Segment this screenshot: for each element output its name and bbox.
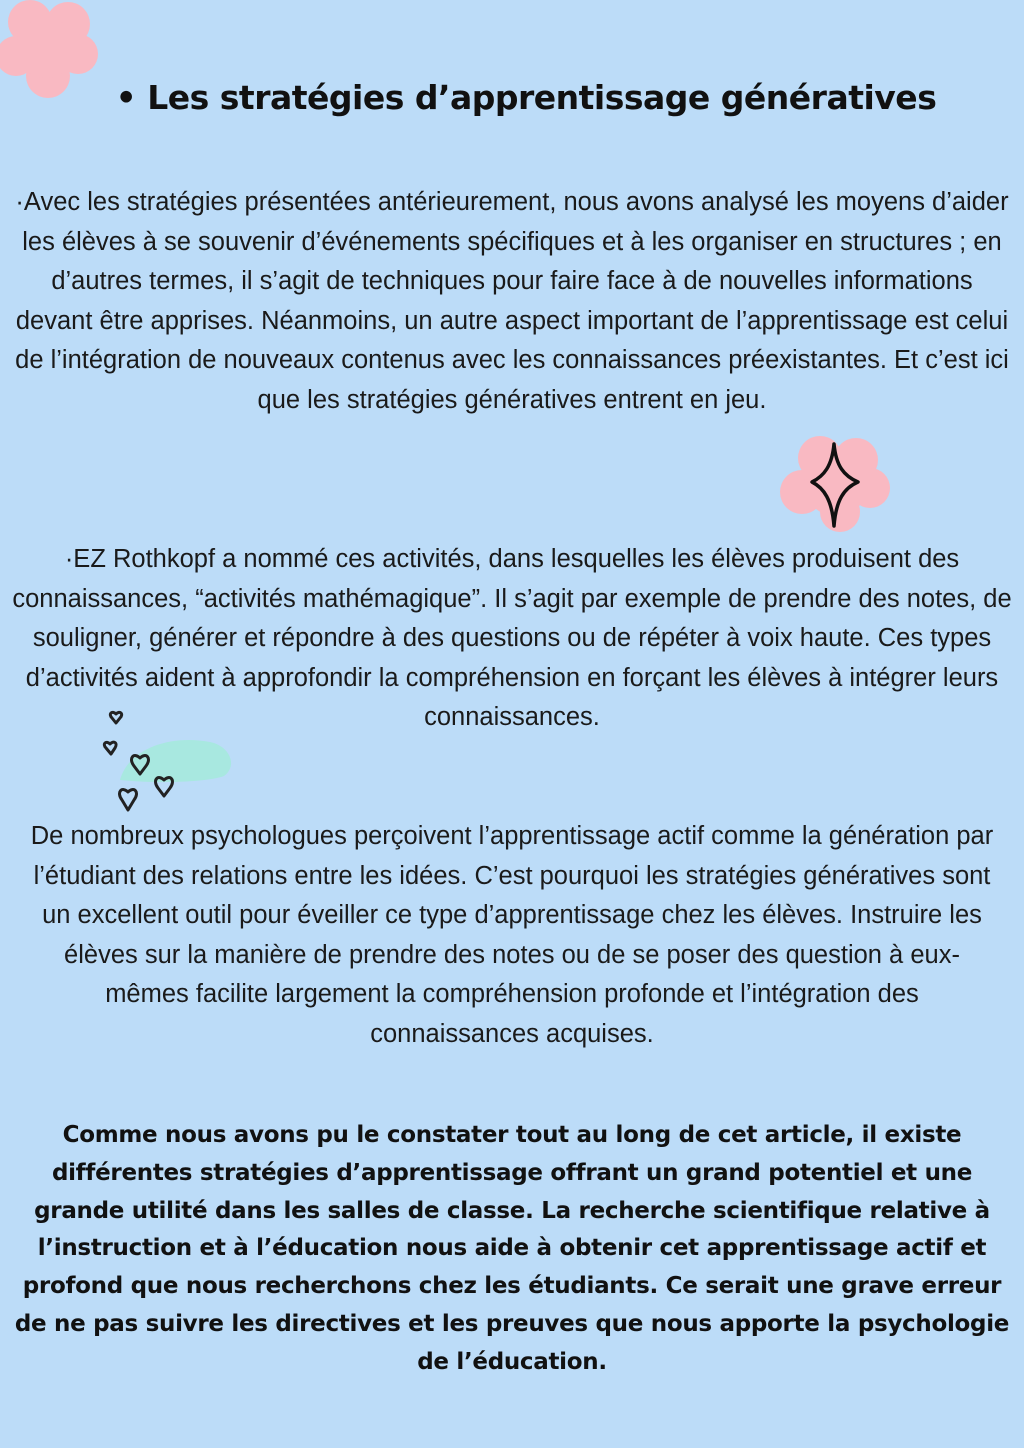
- paragraph-intro: ·Avec les stratégies présentées antérieurement, nous avons analysé les moyens d’aider les élèves à se souvenir d’événements spécifiques et à les organiser en structures ; en d’autres termes, il s’agit de techniques pour faire face à de nouvelles informations devant être apprises. Néanmoins, un autre aspect important de l’apprentissage est celui de l’intégration de nouveaux contenus avec les connaissances préexistantes. Et c’est ici que les stratégies génératives entrent en jeu.: [15, 188, 1009, 414]
- hearts-icon: [98, 700, 238, 820]
- page-title: • Les stratégies d’apprentissage génératives: [115, 78, 937, 118]
- paragraph-active-learning: De nombreux psychologues perçoivent l’apprentissage actif comme la génération par l’étudiant des relations entre les idées. C’est pourquoi les stratégies génératives sont un excellent outil pour éveiller ce type d’apprentissage chez les élèves. Instruire les élèves sur la manière de prendre des notes ou de se poser des question à eux-mêmes facilite largement la compréhension profonde et l’intégration des connaissances acquises.: [30, 822, 994, 1048]
- paragraph-rothkopf: ·EZ Rothkopf a nommé ces activités, dans lesquelles les élèves produisent des connaissances, “activités mathémagique”. Il s’agit par exemple de prendre des notes, de souligner, générer et répondre à des questions ou de répéter à voix haute. Ces types d’activités aident à approfondir la compréhension en forçant les élèves à intégrer leurs connaissances.: [12, 545, 1012, 732]
- sparkle-icon: [778, 434, 892, 534]
- conclusion-paragraph: Comme nous avons pu le constater tout au long de cet article, il existe différentes stratégies d’apprentissage offrant un grand potentiel et une grande utilité dans les salles de classe. La recherche scientifique relative à l’instruction et à l’éducation nous aide à obtenir cet apprentissage actif et profond que nous recherchons chez les étudiants. Ce serait une grave erreur de ne pas suivre les directives et les preuves que nous apporte la psychologie de l’éducation.: [14, 1122, 1010, 1375]
